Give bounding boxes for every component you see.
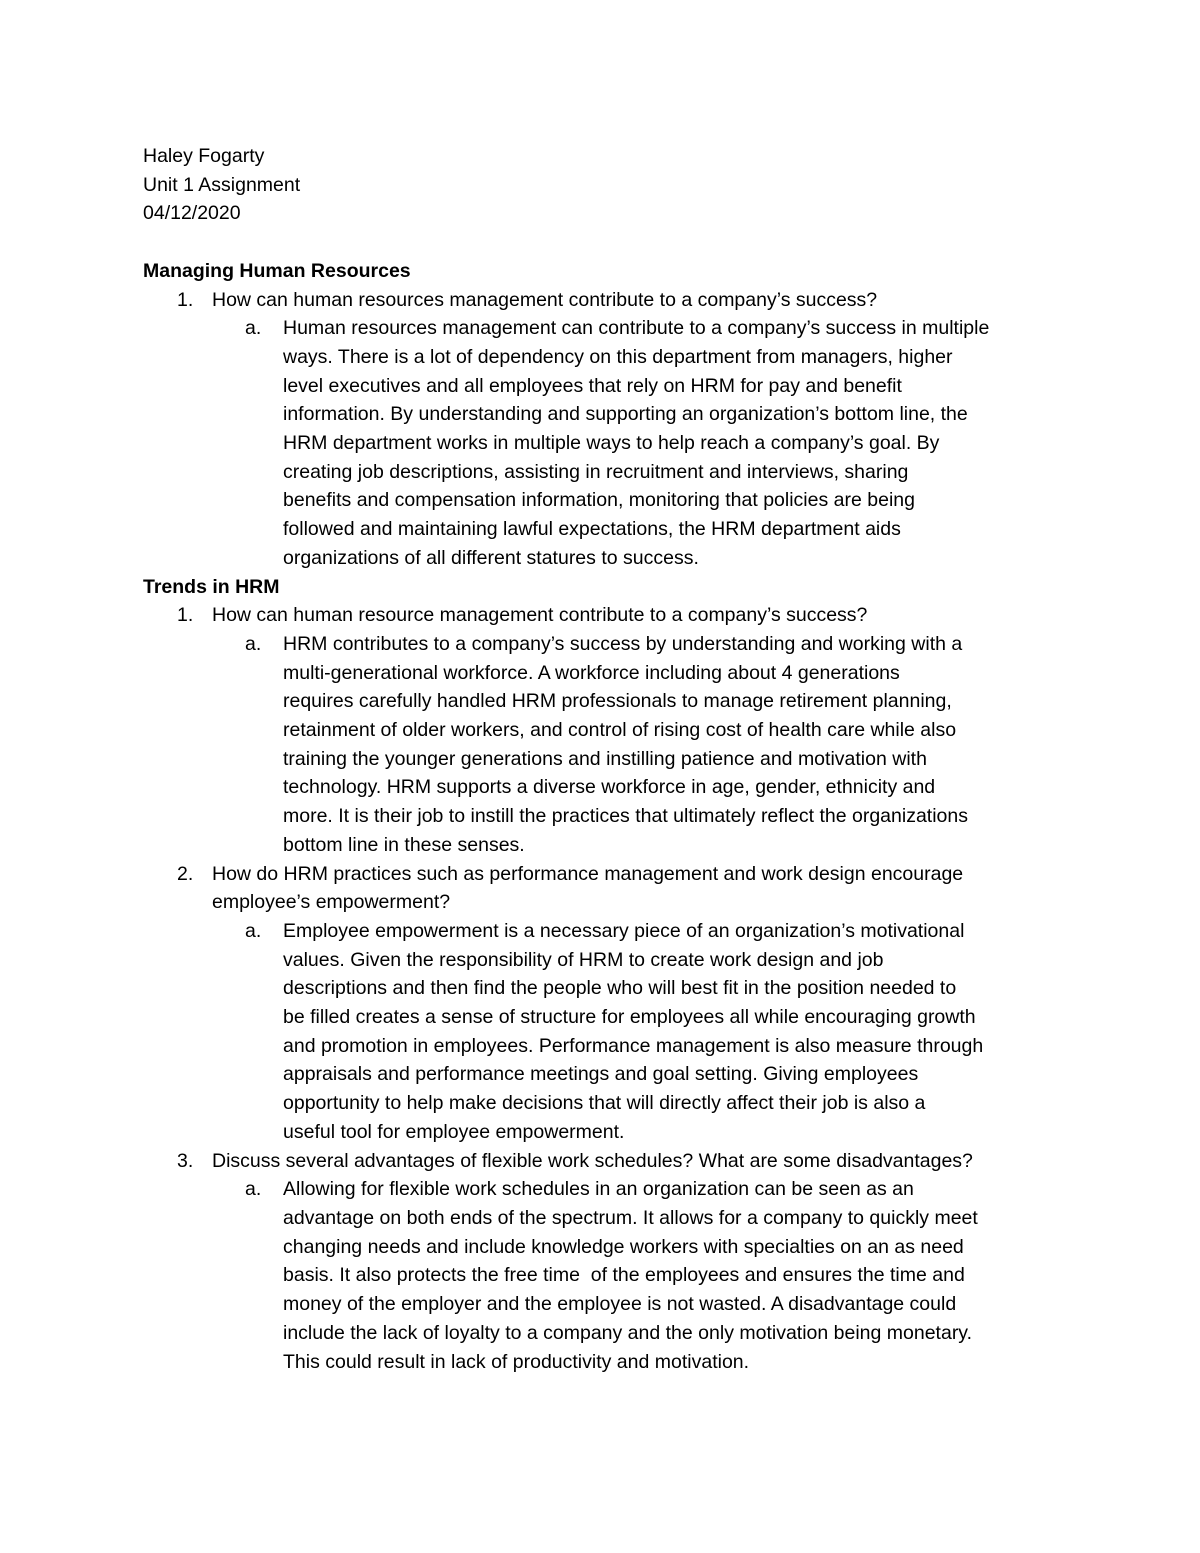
answer-marker: a. xyxy=(245,919,262,942)
question-number: 1. xyxy=(177,288,194,311)
question-number: 2. xyxy=(177,862,194,885)
question-number: 1. xyxy=(177,604,194,627)
answer-marker: a. xyxy=(245,1178,262,1201)
assignment-title: Unit 1 Assignment xyxy=(143,173,301,196)
answer-text: Allowing for flexible work schedules in an organization can be seen as an advantage on both ends of the spectrum. It allows for a company to quickly meet changing needs and include knowledge workers with specialties on an as need basis. It also protects the free time of the employees and ensures the time and money of the employer and the employee is not wasted. A disadvantage could include the lack of loyalty to a company and the only motivation being monetary. This could result in lack of productivity and motivation. xyxy=(283,1178,978,1373)
question-text: How do HRM practices such as performance management and work design encourage employee’s empowerment? xyxy=(212,862,964,914)
question-number: 3. xyxy=(177,1149,194,1172)
answer-text: Employee empowerment is a necessary piece of an organization’s motivational values. Given the responsibility of HRM to create work design and job descriptions and then find the people who will best fit in the position needed to be filled creates a sense of structure for employees all while encouraging growth and promotion in employees. Performance management is also measure through appraisals and performance meetings and goal setting. Giving employees opportunity to help make decisions that will directly affect their job is also a useful tool for employee empowerment. xyxy=(283,919,984,1143)
section-heading-trends-in-hrm: Trends in HRM xyxy=(143,575,280,598)
document-body xyxy=(143,142,1073,1376)
answer-item xyxy=(143,1175,1073,1376)
question-text: How can human resource management contribute to a company’s success? xyxy=(212,604,868,627)
question-text: How can human resources management contribute to a company’s success? xyxy=(212,288,878,311)
question-item xyxy=(143,286,1073,315)
answer-marker: a. xyxy=(245,632,262,655)
answer-marker: a. xyxy=(245,317,262,340)
blank-line xyxy=(143,228,1073,257)
assignment-date: 04/12/2020 xyxy=(143,202,241,225)
question-item xyxy=(143,601,1073,630)
answer-text: HRM contributes to a company’s success by understanding and working with a multi-generational workforce. A workforce including about 4 generations requires carefully handled HRM professionals to manage retirement planning, retainment of older workers, and control of rising cost of health care while also training the younger generations and instilling patience and motivation with technology. HRM supports a diverse workforce in age, gender, ethnicity and more. It is their job to instill the practices that ultimately reflect the organizations bottom line in these senses. xyxy=(283,632,968,856)
section-heading-managing-human-resources: Managing Human Resources xyxy=(143,259,411,282)
question-item xyxy=(143,860,1073,917)
question-item xyxy=(143,1147,1073,1176)
answer-item xyxy=(143,917,1073,1147)
question-text: Discuss several advantages of flexible work schedules? What are some disadvantages? xyxy=(212,1149,973,1172)
author-name: Haley Fogarty xyxy=(143,145,265,167)
answer-item xyxy=(143,630,1073,860)
answer-item xyxy=(143,314,1073,572)
answer-text: Human resources management can contribute to a company’s success in multiple ways. There is a lot of dependency on this department from managers, higher level executives and all employees that rely on HRM for pay and benefit information. By understanding and supporting an organization’s bottom line, the HRM department works in multiple ways to help reach a company’s goal. By creating job descriptions, assisting in recruitment and interviews, sharing benefits and compensation information, monitoring that policies are being followed and maintaining lawful expectations, the HRM department aids organizations of all different statures to success. xyxy=(283,317,990,569)
